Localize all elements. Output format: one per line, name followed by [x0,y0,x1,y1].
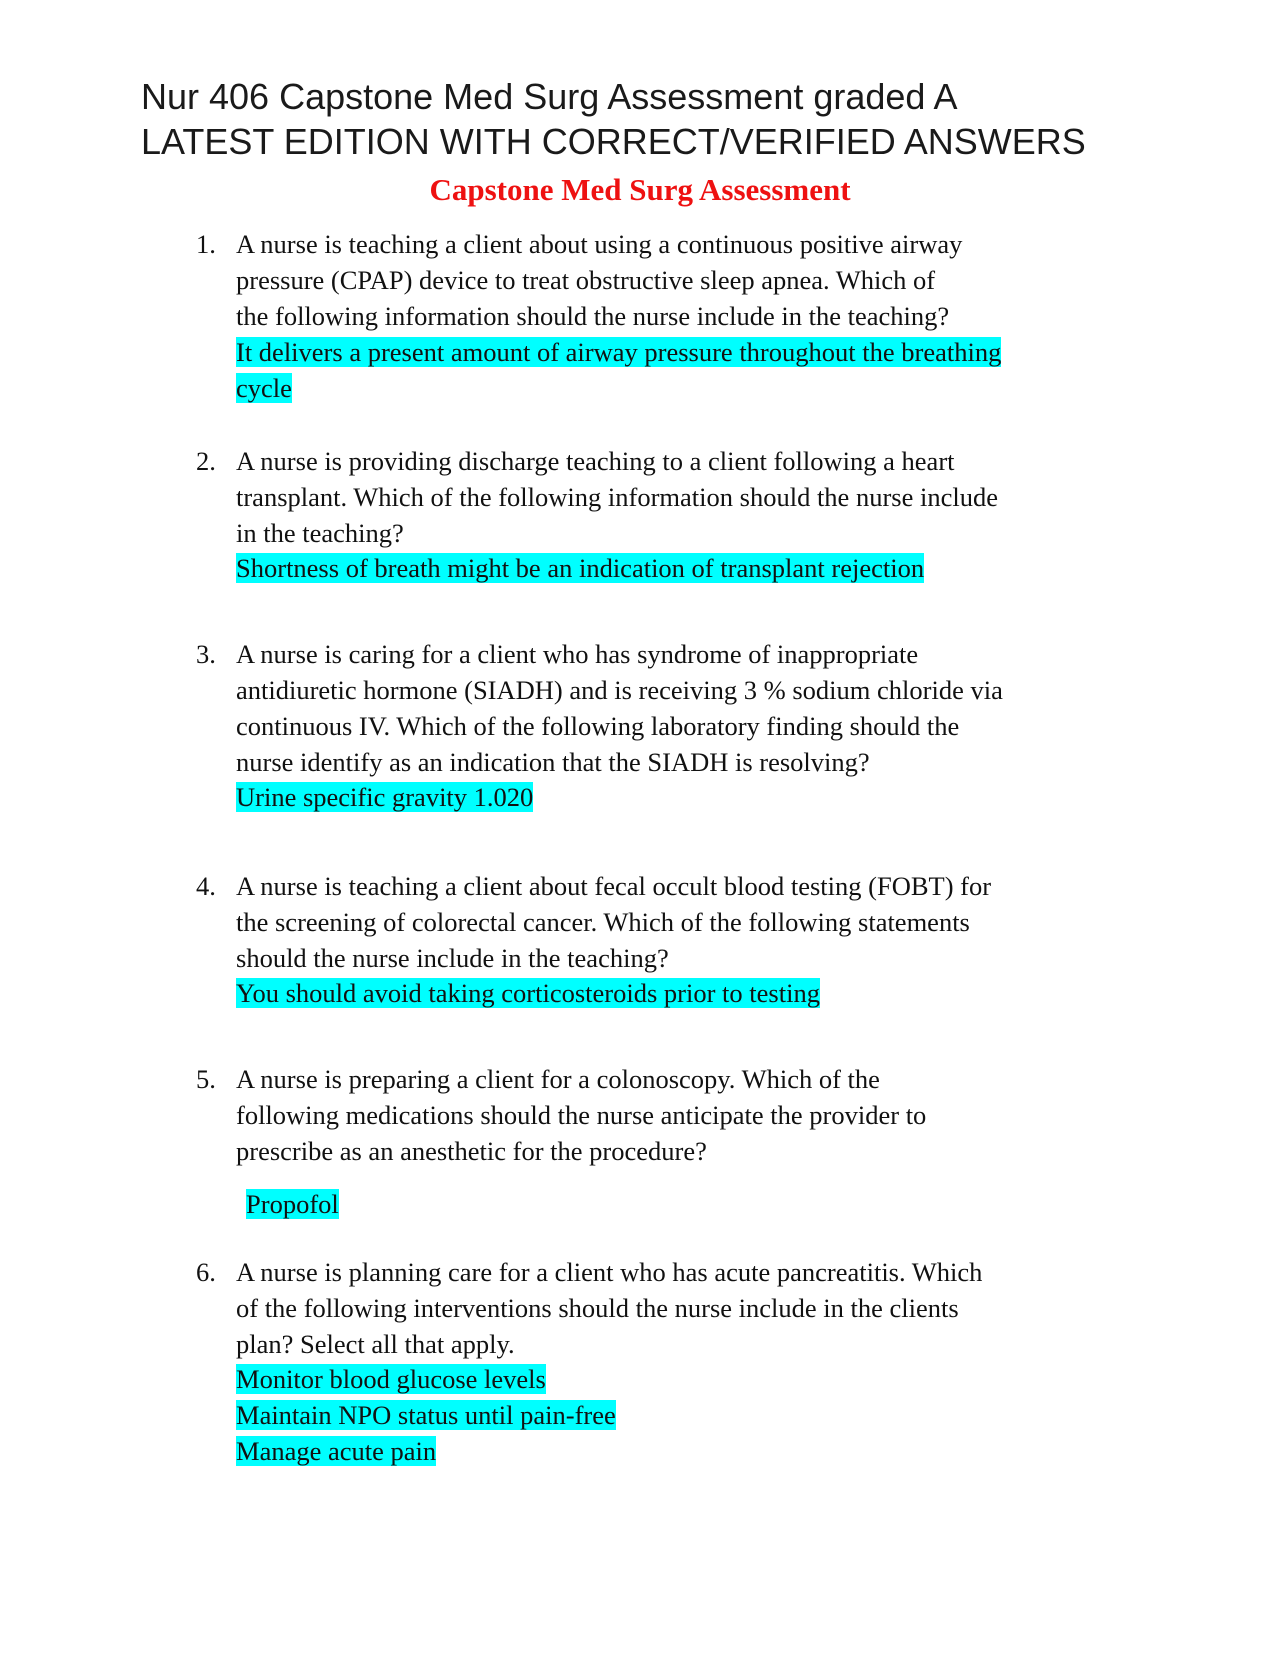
question-number: 5. [196,1064,216,1094]
question-line: antidiuretic hormone (SIADH) and is receiving 3 % sodium chloride via [236,675,1003,705]
question-text [236,636,1096,780]
question-line: A nurse is planning care for a client who has acute pancreatitis. Which [236,1257,983,1287]
question-number: 6. [196,1257,216,1287]
question-line: pressure (CPAP) device to treat obstructive sleep apnea. Which of [236,265,936,295]
highlighted-answer: Urine specific gravity 1.020 [236,782,534,812]
highlighted-answer: Shortness of breath might be an indication of transplant rejection [236,553,925,583]
highlighted-answer: cycle [236,373,292,403]
question-line: plan? Select all that apply. [236,1329,515,1359]
title-line: Nur 406 Capstone Med Surg Assessment graded A [141,76,958,117]
question-line: the screening of colorectal cancer. Which of the following statements [236,907,970,937]
highlighted-answer: Monitor blood glucose levels [236,1364,546,1394]
highlighted-answer: You should avoid taking corticosteroids prior to testing [236,978,820,1008]
question-number: 3. [196,639,216,669]
answer-block [236,334,1136,406]
question-text [236,443,1096,551]
question-line: A nurse is providing discharge teaching to a client following a heart [236,446,955,476]
question-line: continuous IV. Which of the following laboratory finding should the [236,711,960,741]
question-line: prescribe as an anesthetic for the procedure? [236,1136,707,1166]
highlighted-answer: Manage acute pain [236,1436,437,1466]
question-line: following medications should the nurse anticipate the provider to [236,1100,927,1130]
question-number: 4. [196,871,216,901]
question-line: A nurse is preparing a client for a colonoscopy. Which of the [236,1064,880,1094]
title-line: LATEST EDITION WITH CORRECT/VERIFIED ANSWERS [141,121,1086,162]
question-line: the following information should the nurse include in the teaching? [236,301,950,331]
question-line: A nurse is caring for a client who has syndrome of inappropriate [236,639,919,669]
question-number: 2. [196,446,216,476]
highlighted-answer: It delivers a present amount of airway pressure throughout the breathing [236,337,1002,367]
answer-block [236,1361,1136,1469]
question-text [236,1254,1096,1362]
question-line: should the nurse include in the teaching? [236,943,669,973]
question-number: 1. [196,229,216,259]
answer-block [236,550,1136,586]
answer-block [236,975,1136,1011]
answer-block [236,1186,1136,1222]
highlighted-answer: Propofol [246,1189,339,1219]
question-line: transplant. Which of the following information should the nurse include [236,482,998,512]
document-subtitle: Capstone Med Surg Assessment [429,172,851,207]
highlighted-answer: Maintain NPO status until pain-free [236,1400,616,1430]
question-text [236,868,1096,976]
question-line: nurse identify as an indication that the SIADH is resolving? [236,747,870,777]
question-line: A nurse is teaching a client about using a continuous positive airway [236,229,963,259]
question-text [236,1061,1096,1169]
question-line: in the teaching? [236,518,404,548]
answer-block [236,779,1136,815]
document-title [141,74,1241,164]
question-line: of the following interventions should the nurse include in the clients [236,1293,959,1323]
question-text [236,226,1096,334]
question-line: A nurse is teaching a client about fecal occult blood testing (FOBT) for [236,871,992,901]
